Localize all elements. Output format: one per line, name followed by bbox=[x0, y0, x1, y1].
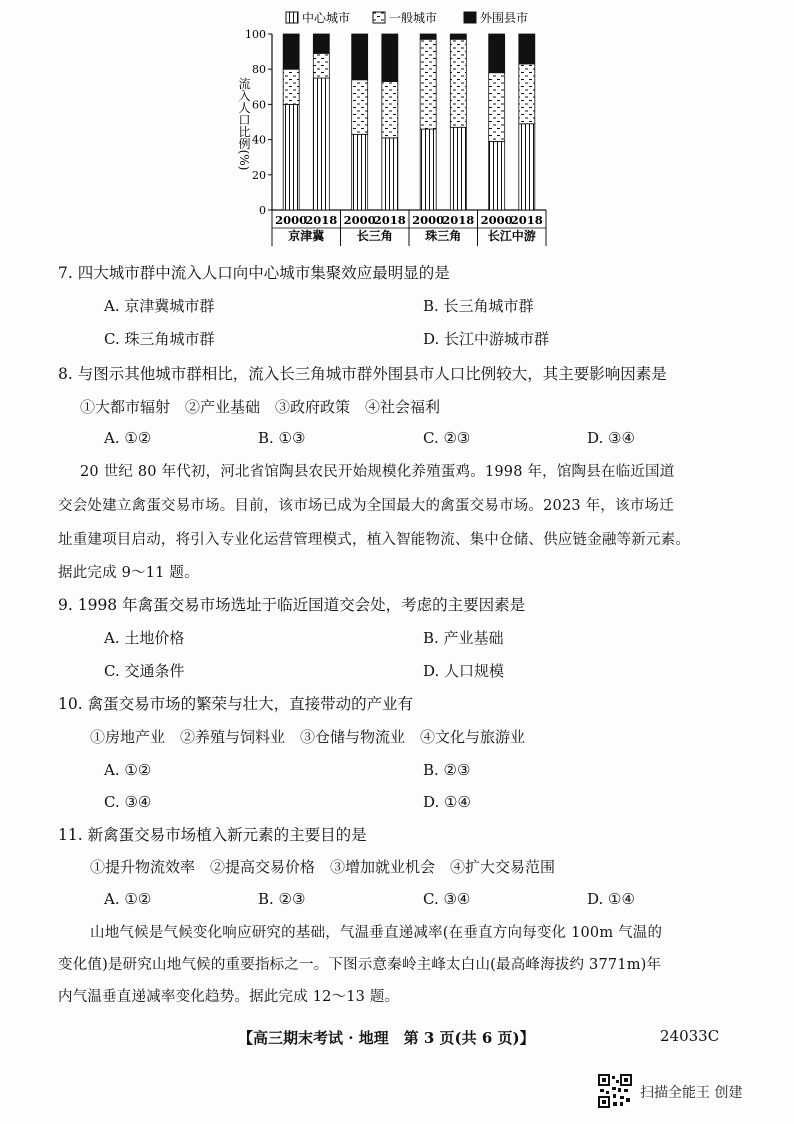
legend-label-center-city: 中心城市 bbox=[302, 11, 351, 25]
population-inflow-chart bbox=[228, 4, 568, 250]
x-year-label: 2018 bbox=[510, 213, 543, 227]
bar-segment-长三角-2018-中心城市 bbox=[382, 138, 398, 210]
q9-option-c: C. 交通条件 bbox=[104, 662, 185, 680]
bar-segment-长三角-2018-外围县市 bbox=[382, 34, 398, 82]
x-group-label: 珠三角 bbox=[425, 229, 462, 243]
q10-option-b: B. ②③ bbox=[423, 761, 471, 779]
q11-option-a: A. ①② bbox=[104, 890, 152, 908]
q7-option-a: A. 京津冀城市群 bbox=[104, 297, 215, 315]
passage1-line-4: 据此完成 9～11 题。 bbox=[58, 565, 199, 581]
bar-segment-长三角-2000-外围县市 bbox=[352, 34, 368, 80]
bar-segment-京津冀-2018-外围县市 bbox=[313, 34, 329, 53]
q7-option-c: C. 珠三角城市群 bbox=[104, 330, 215, 348]
passage2-line-2: 变化值)是研究山地气候的重要指标之一。下图示意秦岭主峰太白山(最高峰海拔约 3771m)年 bbox=[58, 957, 662, 973]
q7-option-d: D. 长江中游城市群 bbox=[423, 330, 550, 348]
q9-option-a: A. 土地价格 bbox=[104, 629, 185, 647]
bar-segment-京津冀-2000-一般城市 bbox=[283, 69, 299, 104]
legend-swatch-center-city bbox=[286, 12, 298, 23]
bar-segment-珠三角-2018-一般城市 bbox=[450, 39, 466, 127]
y-tick-label: 80 bbox=[252, 63, 266, 77]
x-year-label: 2000 bbox=[275, 213, 308, 227]
bar-segment-长江中游-2000-中心城市 bbox=[489, 141, 505, 210]
bar-segment-京津冀-2000-中心城市 bbox=[283, 104, 299, 210]
bar-segment-长江中游-2000-外围县市 bbox=[489, 34, 505, 73]
x-year-label: 2000 bbox=[412, 213, 445, 227]
x-year-label: 2000 bbox=[480, 213, 513, 227]
q8-stem: 8. 与图示其他城市群相比，流入长三角城市群外围县市人口比例较大，其主要影响因素是 bbox=[58, 365, 667, 383]
x-group-label: 长三角 bbox=[356, 229, 393, 243]
y-tick-label: 20 bbox=[252, 168, 266, 182]
y-tick-label: 100 bbox=[245, 28, 266, 41]
q9-option-b: B. 产业基础 bbox=[423, 629, 504, 647]
y-tick-label: 40 bbox=[252, 133, 266, 147]
paper-code: 24033C bbox=[660, 1027, 720, 1045]
y-tick-label: 60 bbox=[252, 98, 266, 112]
x-year-label: 2018 bbox=[442, 213, 475, 227]
x-year-label: 2018 bbox=[305, 213, 338, 227]
legend-swatch-general-city bbox=[373, 12, 385, 23]
q8-option-a: A. ①② bbox=[104, 429, 152, 447]
legend-swatch-peripheral-county bbox=[464, 12, 476, 23]
legend-label-general-city: 一般城市 bbox=[389, 11, 438, 25]
q7-stem: 7. 四大城市群中流入人口向中心城市集聚效应最明显的是 bbox=[58, 264, 450, 282]
bar-segment-珠三角-2000-中心城市 bbox=[420, 129, 436, 210]
y-axis-title: 流入人口比例(%) bbox=[237, 77, 251, 171]
x-year-label: 2000 bbox=[343, 213, 376, 227]
q11-statements: ①提升物流效率 ②提高交易价格 ③增加就业机会 ④扩大交易范围 bbox=[90, 858, 556, 876]
x-group-label: 京津冀 bbox=[288, 229, 325, 243]
x-group-label: 长江中游 bbox=[487, 229, 536, 243]
passage2-line-1: 山地气候是气候变化响应研究的基础，气温垂直递减率(在垂直方向每变化 100m 气温的 bbox=[90, 925, 663, 941]
legend-label-peripheral-county: 外围县市 bbox=[480, 11, 529, 25]
passage1-line-2: 交会处建立禽蛋交易市场。目前，该市场已成为全国最大的禽蛋交易市场。2023 年，该市场迁 bbox=[58, 498, 674, 514]
bar-segment-京津冀-2018-中心城市 bbox=[313, 78, 329, 210]
chart-legend bbox=[286, 10, 528, 25]
bar-segment-珠三角-2018-中心城市 bbox=[450, 127, 466, 210]
q11-option-d: D. ①④ bbox=[587, 890, 635, 908]
q8-option-b: B. ①③ bbox=[258, 429, 306, 447]
q9-option-d: D. 人口规模 bbox=[423, 662, 505, 680]
q11-option-b: B. ②③ bbox=[258, 890, 306, 908]
passage1-line-3: 址重建项目启动，将引入专业化运营管理模式，植入智能物流、集中仓储、供应链金融等新元素。 bbox=[58, 532, 691, 548]
q11-option-c: C. ③④ bbox=[423, 890, 471, 908]
q10-stem: 10. 禽蛋交易市场的繁荣与壮大，直接带动的产业有 bbox=[58, 695, 414, 713]
q7-option-b: B. 长三角城市群 bbox=[423, 297, 534, 315]
bar-segment-珠三角-2000-外围县市 bbox=[420, 34, 436, 39]
bar-segment-长三角-2018-一般城市 bbox=[382, 82, 398, 138]
q8-statements: ①大都市辐射 ②产业基础 ③政府政策 ④社会福利 bbox=[80, 398, 441, 416]
bar-segment-长江中游-2018-一般城市 bbox=[519, 64, 535, 124]
bar-segment-长江中游-2000-一般城市 bbox=[489, 73, 505, 142]
bar-segment-珠三角-2018-外围县市 bbox=[450, 34, 466, 39]
q10-option-d: D. ①④ bbox=[423, 793, 471, 811]
x-year-label: 2018 bbox=[373, 213, 406, 227]
q11-stem: 11. 新禽蛋交易市场植入新元素的主要目的是 bbox=[58, 826, 367, 844]
q8-option-d: D. ③④ bbox=[587, 429, 635, 447]
q9-stem: 9. 1998 年禽蛋交易市场选址于临近国道交会处，考虑的主要因素是 bbox=[58, 596, 526, 614]
q10-option-c: C. ③④ bbox=[104, 793, 152, 811]
bar-segment-长江中游-2018-中心城市 bbox=[519, 124, 535, 210]
chart-bars bbox=[283, 34, 535, 210]
y-tick-label: 0 bbox=[259, 204, 266, 217]
bar-segment-京津冀-2018-一般城市 bbox=[313, 53, 329, 78]
q10-statements: ①房地产业 ②养殖与饲料业 ③仓储与物流业 ④文化与旅游业 bbox=[90, 728, 526, 746]
scanner-watermark: 扫描全能王 创建 bbox=[640, 1085, 743, 1101]
qr-code-icon bbox=[598, 1074, 632, 1108]
bar-segment-长江中游-2018-外围县市 bbox=[519, 34, 535, 64]
bar-segment-京津冀-2000-外围县市 bbox=[283, 34, 299, 69]
bar-segment-长三角-2000-一般城市 bbox=[352, 80, 368, 135]
page-footer-title: 【高三期末考试 · 地理 第 3 页(共 6 页)】 bbox=[238, 1029, 535, 1047]
passage2-line-3: 内气温垂直递减率变化趋势。据此完成 12～13 题。 bbox=[58, 989, 400, 1005]
bar-segment-长三角-2000-中心城市 bbox=[352, 134, 368, 210]
q8-option-c: C. ②③ bbox=[423, 429, 471, 447]
passage1-line-1: 20 世纪 80 年代初，河北省馆陶县农民开始规模化养殖蛋鸡。1998 年，馆陶县在临近国道 bbox=[80, 464, 675, 480]
bar-segment-珠三角-2000-一般城市 bbox=[420, 39, 436, 129]
q10-option-a: A. ①② bbox=[104, 761, 152, 779]
